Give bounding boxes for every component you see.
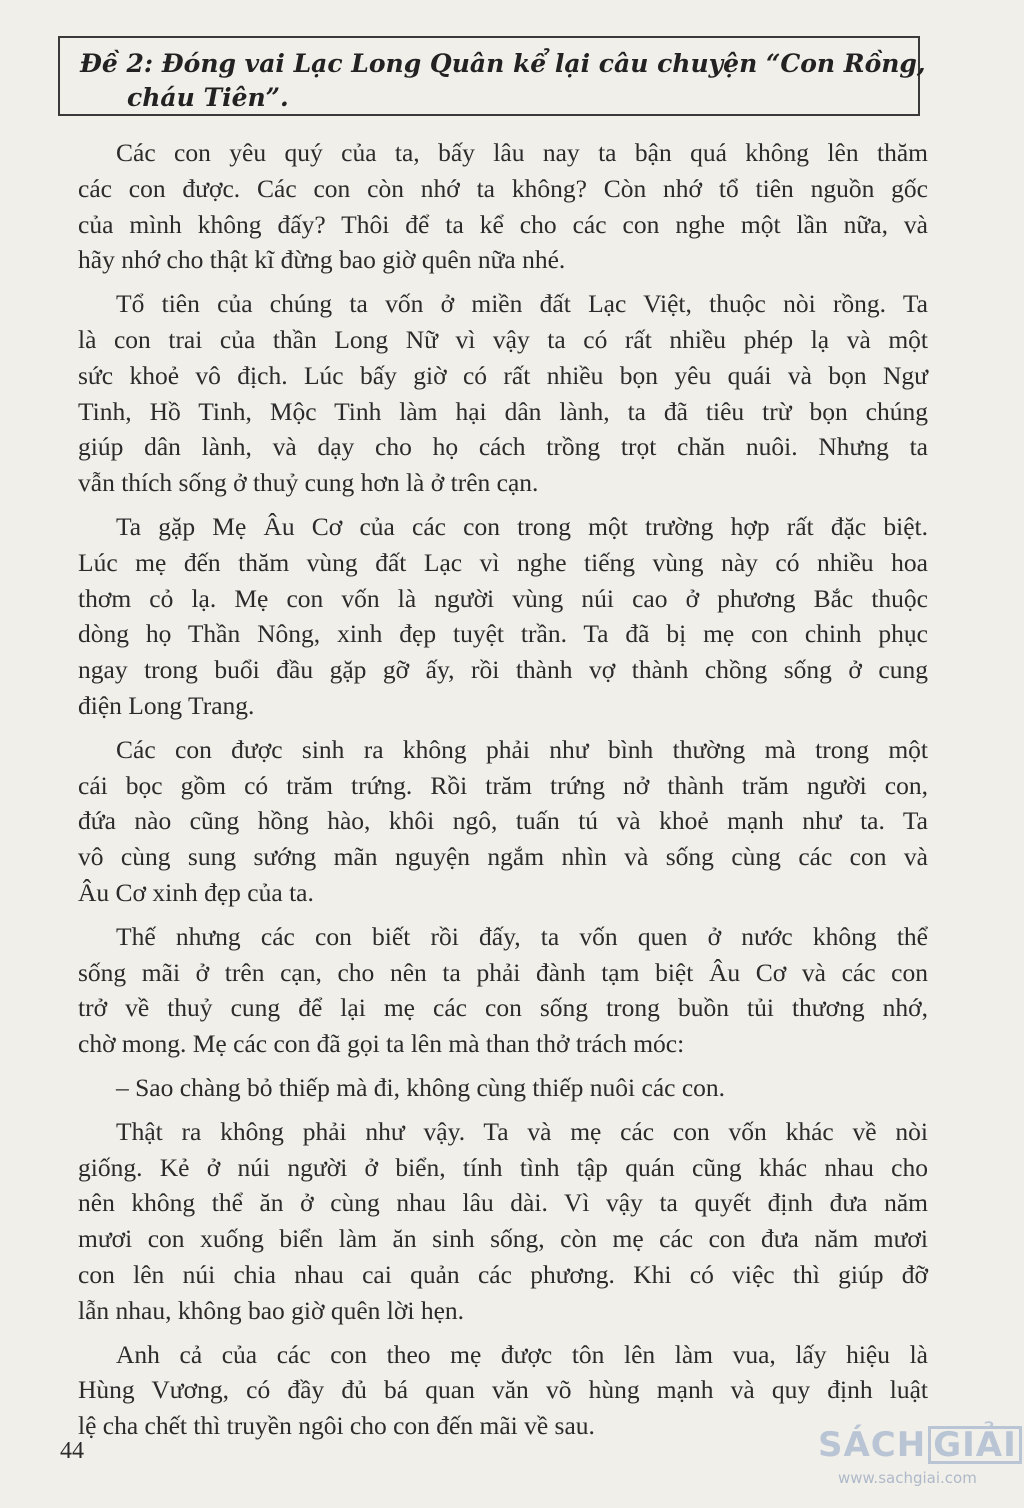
paragraph-line: đứa nào cũng hồng hào, khôi ngô, tuấn tú và khoẻ mạnh như ta. Ta: [78, 806, 928, 836]
paragraph-line: cái bọc gồm có trăm trứng. Rồi trăm trứng nở thành trăm người con,: [78, 770, 928, 800]
paragraph-line: Các con yêu quý của ta, bấy lâu nay ta bận quá không lên thăm: [116, 138, 928, 167]
paragraph-line: hãy nhớ cho thật kĩ đừng bao giờ quên nữa nhé.: [78, 245, 566, 275]
paragraph-line: Thật ra không phải như vậy. Ta và mẹ các con vốn khác về nòi: [116, 1116, 928, 1146]
watermark-brand: [818, 1425, 1018, 1465]
watermark-logo: [818, 1425, 1018, 1495]
paragraph-line: mươi con xuống biển làm ăn sinh sống, còn mẹ các con đưa năm mươi: [78, 1224, 928, 1254]
paragraph-line: nên không thể ăn ở cùng nhau lâu dài. Vì vậy ta quyết định đưa năm: [78, 1188, 928, 1218]
paragraph-line: vô cùng sung sướng mãn nguyện ngắm nhìn và sống cùng các con và: [78, 842, 928, 872]
paragraph-line: con lên núi chia nhau cai quản các phương. Khi có việc thì giúp đỡ: [78, 1259, 928, 1289]
page-number: 44: [60, 1438, 84, 1464]
heading-line-2: cháu Tiên”.: [127, 83, 289, 112]
paragraph: [78, 509, 928, 724]
paragraph: [78, 135, 928, 278]
watermark-url: www.sachgiai.com: [838, 1469, 977, 1487]
paragraph-line: ngay trong buổi đầu gặp gỡ ấy, rồi thành vợ thành chồng sống ở cung: [78, 655, 928, 685]
paragraph-line: của mình không đấy? Thôi để ta kể cho các con nghe một lần nữa, và: [78, 209, 928, 239]
body-text: [78, 135, 928, 1452]
paragraph-line: Hùng Vương, có đầy đủ bá quan văn võ hùng mạnh và quy định luật: [78, 1375, 928, 1405]
paragraph-line: sống mãi ở trên cạn, cho nên ta phải đành tạm biệt Âu Cơ và các con: [78, 957, 928, 987]
paragraph-line: giống. Kẻ ở núi người ở biển, tính tình tập quán cũng khác nhau cho: [78, 1152, 928, 1182]
paragraph: [78, 732, 928, 911]
paragraph-line: chờ mong. Mẹ các con đã gọi ta lên mà than thở trách móc:: [78, 1029, 685, 1059]
paragraph-line: trở về thuỷ cung để lại mẹ các con sống trong buồn tủi thương nhớ,: [78, 993, 928, 1023]
paragraph-line: Lúc mẹ đến thăm vùng đất Lạc vì nghe tiếng vùng này có nhiều hoa: [78, 547, 928, 577]
paragraph-line: các con được. Các con còn nhớ ta không? Còn nhớ tổ tiên nguồn gốc: [78, 173, 928, 203]
paragraph-line: Tinh, Hồ Tinh, Mộc Tinh làm hại dân lành, ta đã tiêu trừ bọn chúng: [78, 396, 928, 426]
paragraph-line: – Sao chàng bỏ thiếp mà đi, không cùng thiếp nuôi các con.: [116, 1072, 726, 1102]
paragraph-line: lẫn nhau, không bao giờ quên lời hẹn.: [78, 1295, 465, 1325]
paragraph-line: điện Long Trang.: [78, 690, 255, 720]
paragraph-line: Thế nhưng các con biết rồi đấy, ta vốn quen ở nước không thể: [116, 921, 928, 951]
paragraph-line: sức khoẻ vô địch. Lúc bấy giờ có rất nhiều bọn yêu quái và bọn Ngư: [78, 360, 928, 390]
paragraph: [78, 1114, 928, 1329]
paragraph-line: Ta gặp Mẹ Âu Cơ của các con trong một trường hợp rất đặc biệt.: [116, 511, 928, 541]
paragraph: [78, 1337, 928, 1444]
paragraph-line: giúp dân lành, và dạy cho họ cách trồng trọt chăn nuôi. Nhưng ta: [78, 432, 928, 462]
paragraph: [78, 919, 928, 1062]
paragraph-line: dòng họ Thần Nông, xinh đẹp tuyệt trần. Ta đã bị mẹ con chinh phục: [78, 619, 928, 649]
paragraph-line: thơm cỏ lạ. Mẹ con vốn là người vùng núi cao ở phương Bắc thuộc: [78, 583, 928, 613]
paragraph-line: Các con được sinh ra không phải như bình thường mà trong một: [116, 734, 928, 764]
paragraph: [78, 286, 928, 501]
paragraph-line: Tổ tiên của chúng ta vốn ở miền đất Lạc Việt, thuộc nòi rồng. Ta: [116, 289, 928, 319]
paragraph-line: là con trai của thần Long Nữ vì vậy ta có rất nhiều phép lạ và một: [78, 324, 928, 354]
paragraph-line: vẫn thích sống ở thuỷ cung hơn là ở trên cạn.: [78, 468, 539, 498]
watermark-brand-a: SÁCH: [818, 1425, 927, 1465]
paragraph-line: Anh cả của các con theo mẹ được tôn lên làm vua, lấy hiệu là: [116, 1339, 928, 1369]
paragraph: [78, 1070, 928, 1106]
heading-line-1: Đề 2: Đóng vai Lạc Long Quân kể lại câu chuyện “Con Rồng,: [80, 49, 926, 78]
watermark-brand-b: GIẢI: [928, 1426, 1022, 1464]
paragraph-line: lệ cha chết thì truyền ngôi cho con đến mãi về sau.: [78, 1411, 595, 1441]
heading-box: [58, 36, 926, 116]
paragraph-line: Âu Cơ xinh đẹp của ta.: [78, 877, 314, 907]
